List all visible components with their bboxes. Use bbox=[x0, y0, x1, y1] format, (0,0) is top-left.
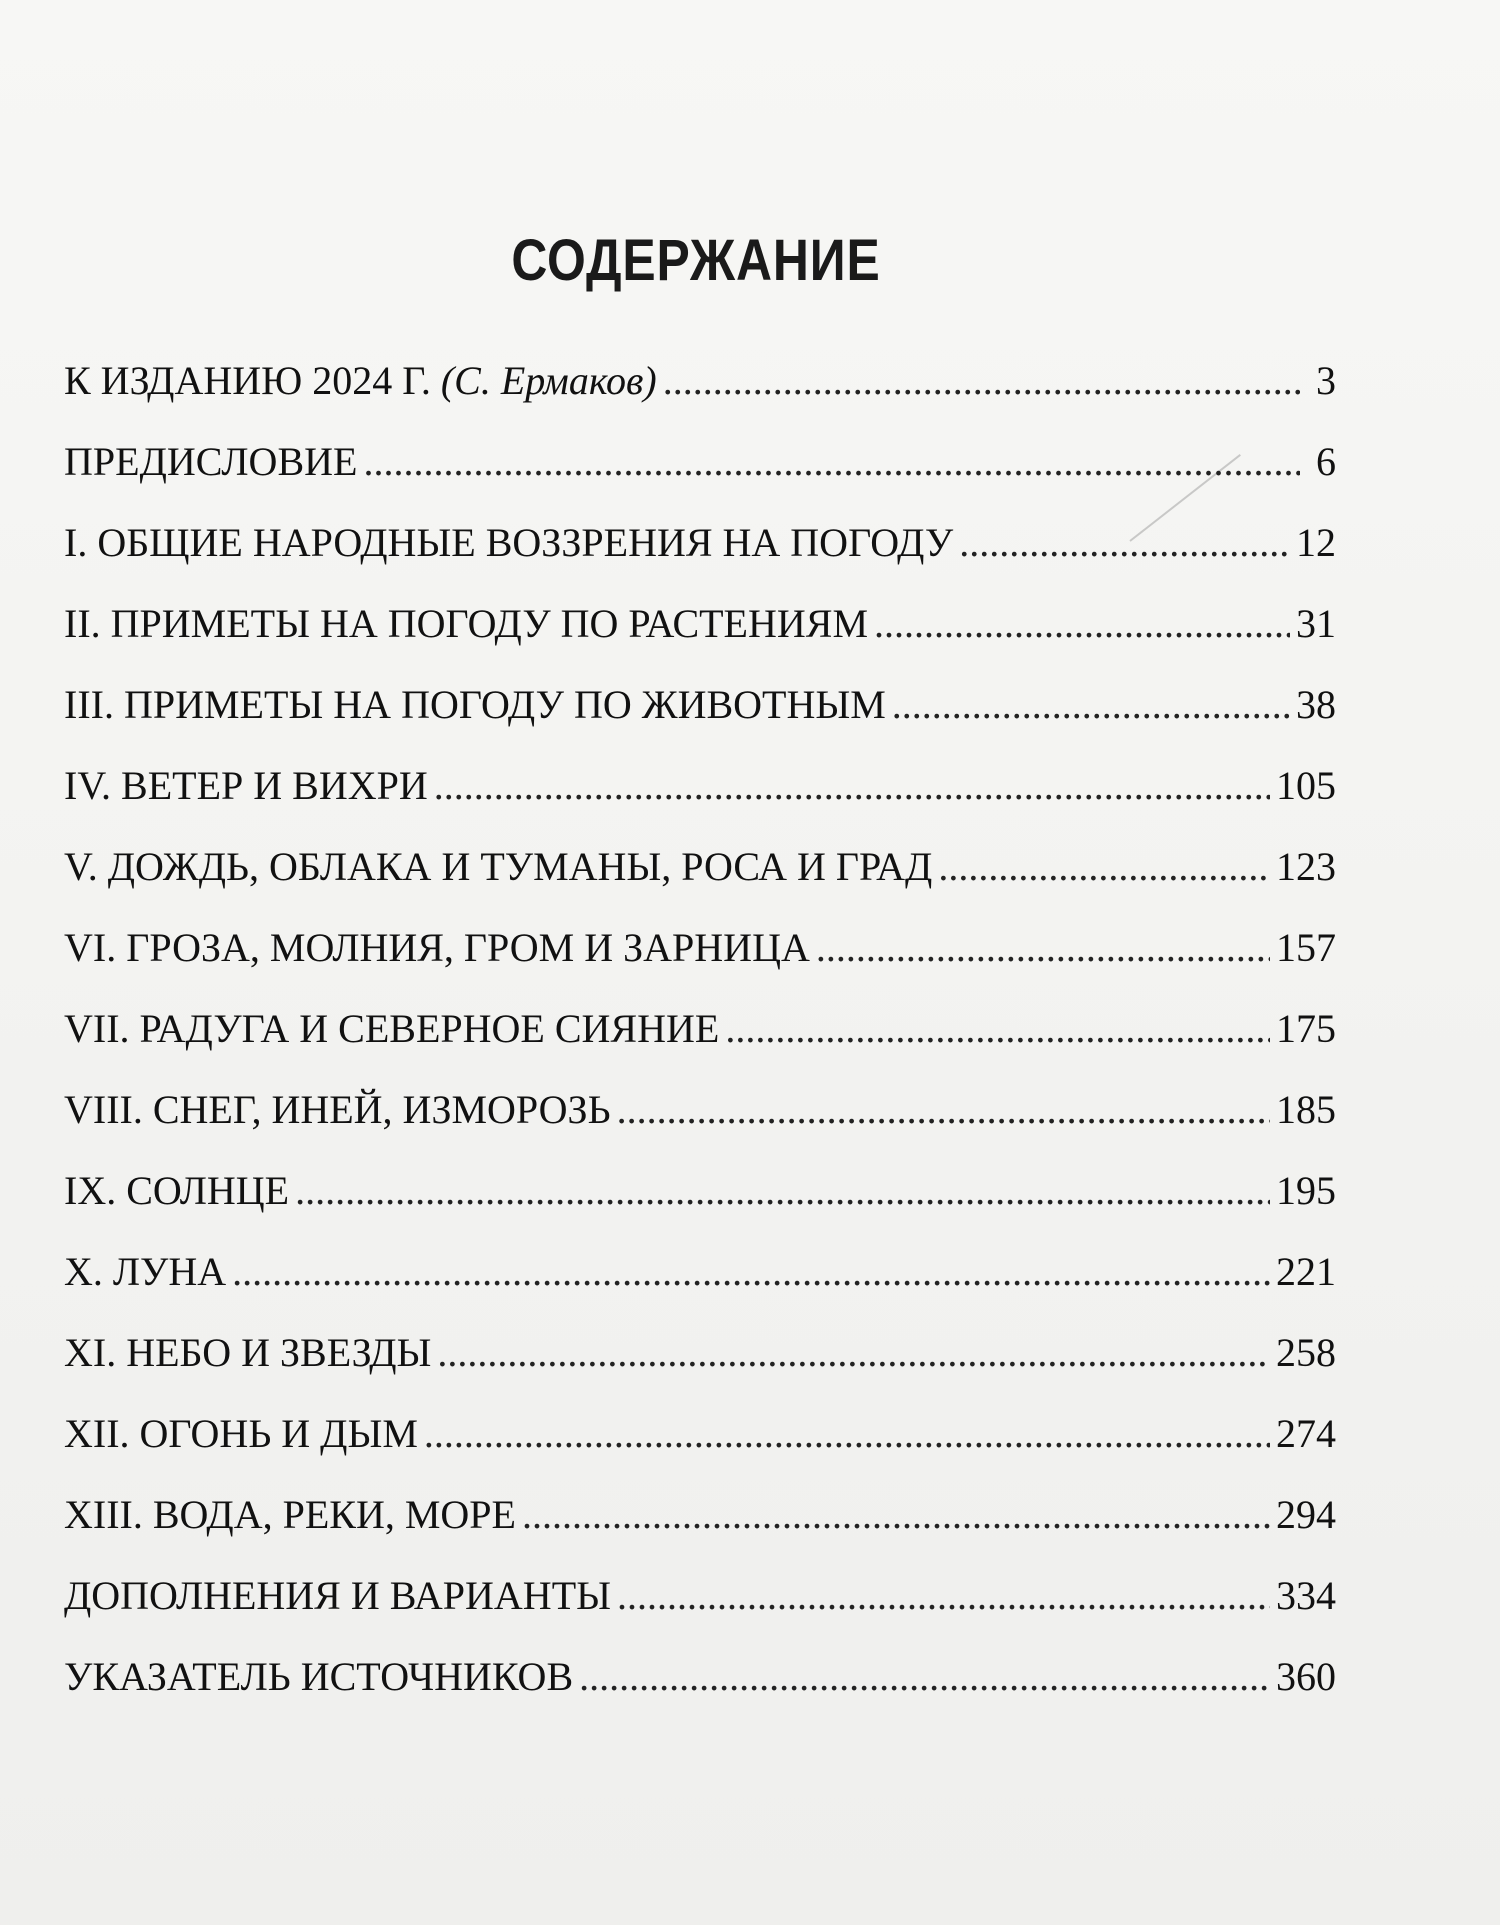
toc-entry bbox=[64, 340, 1336, 421]
toc-entry-page: 38 bbox=[1296, 682, 1336, 727]
dot-leader bbox=[363, 421, 1300, 502]
toc-entry-label: ПРЕДИСЛОВИЕ bbox=[64, 439, 358, 484]
dot-leader bbox=[725, 988, 1270, 1069]
toc-entry-page: 175 bbox=[1276, 1006, 1336, 1051]
dot-leader bbox=[892, 664, 1290, 745]
toc-entry-page: 274 bbox=[1276, 1411, 1336, 1456]
toc-entry-label: VIII. СНЕГ, ИНЕЙ, ИЗМОРОЗЬ bbox=[64, 1087, 611, 1132]
toc-entry-page: 258 bbox=[1276, 1330, 1336, 1375]
toc-entry bbox=[64, 907, 1336, 988]
toc-entry-page: 6 bbox=[1316, 439, 1336, 484]
dot-leader bbox=[959, 502, 1290, 583]
toc-entry-label: I. ОБЩИЕ НАРОДНЫЕ ВОЗЗРЕНИЯ НА ПОГОДУ bbox=[64, 520, 954, 565]
toc-entry-page: 294 bbox=[1276, 1492, 1336, 1537]
toc-entry bbox=[64, 502, 1336, 583]
dot-leader bbox=[938, 826, 1270, 907]
toc-entry bbox=[64, 421, 1336, 502]
toc-entry-page: 123 bbox=[1276, 844, 1336, 889]
toc-entry bbox=[64, 1231, 1336, 1312]
toc-entry-page: 221 bbox=[1276, 1249, 1336, 1294]
toc-entry-title: К ИЗДАНИЮ 2024 Г. bbox=[64, 358, 441, 403]
toc-entry bbox=[64, 1393, 1336, 1474]
dot-leader bbox=[816, 907, 1270, 988]
toc-entry-page: 195 bbox=[1276, 1168, 1336, 1213]
dot-leader bbox=[434, 745, 1270, 826]
toc-entry-page: 31 bbox=[1296, 601, 1336, 646]
toc-entry-label: VII. РАДУГА И СЕВЕРНОЕ СИЯНИЕ bbox=[64, 1006, 720, 1051]
toc-entry-author: (С. Ермаков) bbox=[440, 358, 657, 403]
toc-entry-label: X. ЛУНА bbox=[64, 1249, 227, 1294]
toc-entry-label: XIII. ВОДА, РЕКИ, МОРЕ bbox=[64, 1492, 516, 1537]
toc-entry bbox=[64, 826, 1336, 907]
dot-leader bbox=[295, 1150, 1270, 1231]
toc-entry bbox=[64, 1636, 1336, 1717]
toc-entry-label: IV. ВЕТЕР И ВИХРИ bbox=[64, 763, 428, 808]
toc-entry-page: 334 bbox=[1276, 1573, 1336, 1618]
dot-leader bbox=[232, 1231, 1270, 1312]
toc-entry-label: УКАЗАТЕЛЬ ИСТОЧНИКОВ bbox=[64, 1654, 574, 1699]
dot-leader bbox=[522, 1474, 1270, 1555]
toc-entry-label: ДОПОЛНЕНИЯ И ВАРИАНТЫ bbox=[64, 1573, 612, 1618]
toc-entry bbox=[64, 988, 1336, 1069]
toc-entry-label: VI. ГРОЗА, МОЛНИЯ, ГРОМ И ЗАРНИЦА bbox=[64, 925, 810, 970]
toc-entry bbox=[64, 745, 1336, 826]
dot-leader bbox=[617, 1555, 1270, 1636]
toc-entry-label: II. ПРИМЕТЫ НА ПОГОДУ ПО РАСТЕНИЯМ bbox=[64, 601, 869, 646]
toc-entry bbox=[64, 1069, 1336, 1150]
dot-leader bbox=[663, 340, 1300, 421]
dot-leader bbox=[437, 1312, 1270, 1393]
toc-entry bbox=[64, 1474, 1336, 1555]
dot-leader bbox=[617, 1069, 1270, 1150]
toc-entry bbox=[64, 1312, 1336, 1393]
toc-entry-page: 12 bbox=[1296, 520, 1336, 565]
toc-entry-label: IX. СОЛНЦЕ bbox=[64, 1168, 290, 1213]
toc-entry-label: III. ПРИМЕТЫ НА ПОГОДУ ПО ЖИВОТНЫМ bbox=[64, 682, 886, 727]
dot-leader bbox=[424, 1393, 1270, 1474]
toc-entry-page: 360 bbox=[1276, 1654, 1336, 1699]
toc-entry bbox=[64, 583, 1336, 664]
toc-entry-page: 3 bbox=[1316, 358, 1336, 403]
toc-entry-label: XII. ОГОНЬ И ДЫМ bbox=[64, 1411, 418, 1456]
dot-leader bbox=[874, 583, 1290, 664]
toc-entry-page: 157 bbox=[1276, 925, 1336, 970]
toc-entry bbox=[64, 664, 1336, 745]
toc-entry-page: 105 bbox=[1276, 763, 1336, 808]
dot-leader bbox=[579, 1636, 1270, 1717]
toc-entry-label: V. ДОЖДЬ, ОБЛАКА И ТУМАНЫ, РОСА И ГРАД bbox=[64, 844, 933, 889]
page-title: СОДЕРЖАНИЕ bbox=[511, 227, 881, 293]
toc-entry-label: XI. НЕБО И ЗВЕЗДЫ bbox=[64, 1330, 432, 1375]
toc-entry-page: 185 bbox=[1276, 1087, 1336, 1132]
toc-entry bbox=[64, 1555, 1336, 1636]
table-of-contents bbox=[64, 340, 1336, 1717]
toc-entry-label bbox=[64, 340, 657, 421]
toc-entry bbox=[64, 1150, 1336, 1231]
